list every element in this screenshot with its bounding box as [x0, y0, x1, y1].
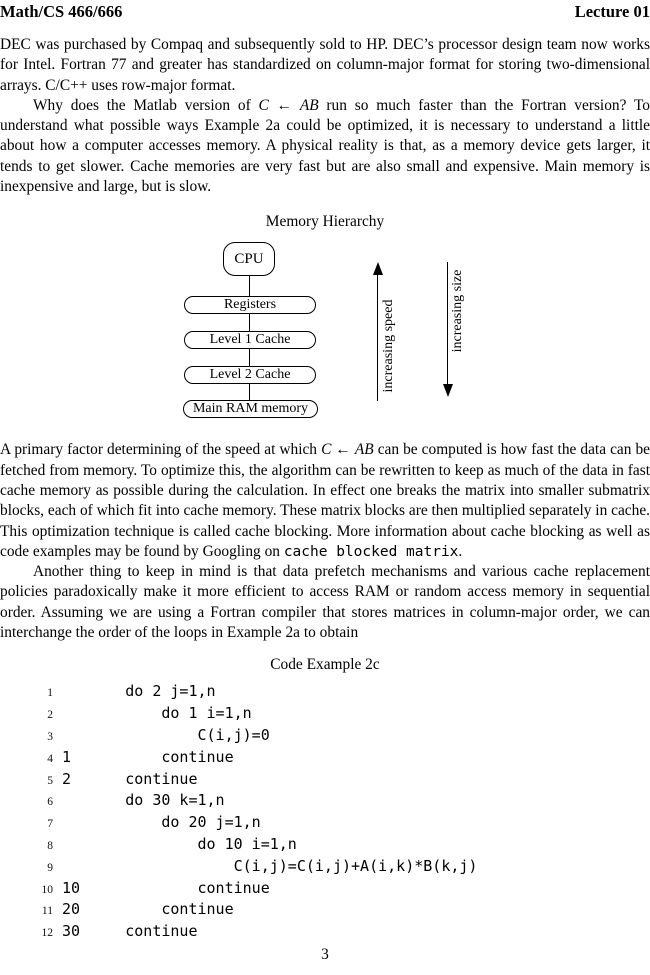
- code-line-number: 8: [47, 839, 53, 852]
- body-text: Another thing to keep in mind is that data prefetch mechanisms and various cache replacement policies paradoxically make it more efficient to access RAM or random access memory in sequential order. Assuming we are using a Fortran compiler that stores matrices in column-major order, we can interchange the order of the loops in Example 2a to obtain: [0, 563, 650, 642]
- code-line-number: 9: [47, 861, 53, 874]
- code-line-text: C(i,j)=C(i,j)+A(i,k)*B(k,j): [53, 856, 478, 875]
- code-line: [0, 726, 650, 748]
- code-line-number: 3: [47, 730, 53, 743]
- code-line: [0, 835, 650, 857]
- memory-hierarchy-diagram: [0, 232, 650, 424]
- code-line-number: 7: [47, 818, 53, 831]
- paragraph: [0, 96, 650, 197]
- code-example-title: Code Example 2c: [270, 656, 380, 674]
- code-line: [0, 879, 650, 901]
- code-line-text: do 2 j=1,n: [53, 682, 216, 701]
- code-line-number: 10: [41, 883, 53, 896]
- body-paragraphs: [0, 440, 650, 643]
- paragraph: [0, 440, 650, 562]
- body-text: .: [458, 542, 463, 560]
- paragraph: [0, 562, 650, 643]
- memory-box-main-ram-memory: Main RAM memory: [183, 400, 318, 418]
- body-text: ←: [331, 441, 355, 459]
- body-text: A primary factor determining of the speed at which: [0, 441, 322, 459]
- code-line-number: 12: [41, 927, 53, 940]
- math-text: C: [258, 96, 269, 114]
- memory-box-level-1-cache: Level 1 Cache: [184, 331, 316, 349]
- page-number: 3: [321, 946, 329, 963]
- code-line-text: do 10 i=1,n: [53, 834, 297, 853]
- code-line-text: do 30 k=1,n: [53, 791, 225, 810]
- math-text: C: [321, 441, 332, 459]
- code-line: [0, 857, 650, 879]
- memory-box-cpu: CPU: [223, 242, 275, 276]
- code-line-number: 4: [47, 752, 53, 765]
- body-text: ←: [268, 96, 300, 114]
- math-text: AB: [299, 96, 319, 114]
- code-line: [0, 813, 650, 835]
- body-text: DEC was purchased by Compaq and subsequently sold to HP. DEC’s processor design team now works for Intel. Fortran 77 and greater has standardized on column-major format for storing two-dimensional arrays. C/C++ uses row-major format.: [0, 36, 650, 94]
- increasing-speed-label: increasing speed: [381, 299, 396, 393]
- code-line-text: 2 continue: [53, 769, 198, 788]
- course-title: Math/CS 466/666: [0, 2, 123, 21]
- body-text: Why does the Matlab version of: [33, 96, 259, 114]
- code-line: [0, 791, 650, 813]
- code-block: [0, 682, 650, 944]
- code-line-number: 2: [47, 709, 53, 722]
- code-line: [0, 900, 650, 922]
- memory-box-registers: Registers: [184, 296, 316, 314]
- code-line-text: 30 continue: [53, 922, 198, 941]
- code-line-text: do 20 j=1,n: [53, 813, 261, 832]
- mono-text: cache blocked matrix: [283, 543, 459, 560]
- code-line-text: 20 continue: [53, 900, 234, 919]
- body-text: run so much faster than the Fortran version? To understand what possible ways Example 2a could be optimized, it is necessary to understand a little about how a computer accesses memory. A physical reality is that, as a memory device gets larger, it tends to get slower. Cache memories are very fast but are also small and expensive. Main memory is inexpensive and large, but is slow.: [0, 96, 650, 196]
- code-line-text: 10 continue: [53, 878, 270, 897]
- page-header: [0, 0, 650, 22]
- code-line: [0, 922, 650, 944]
- code-line: [0, 682, 650, 704]
- diagram-title: Memory Hierarchy: [265, 213, 385, 231]
- code-line-number: 5: [47, 774, 53, 787]
- memory-box-level-2-cache: Level 2 Cache: [184, 366, 316, 384]
- body-text: can be computed is how fast the data can be fetched from memory. To optimize this, the algorithm can be rewritten to keep as much of the data in fast cache memory as possible during the calculation. In effect one breaks the matrix into smaller submatrix blocks, each of which fit into cache memory. These matrix blocks are then multiplied separately in cache. This optimization technique is called cache blocking. More information about cache blocking as well as code examples may be found by Googling on: [0, 441, 650, 560]
- code-line-number: 11: [41, 905, 53, 918]
- increasing-speed-arrow: [377, 268, 378, 401]
- up-arrowhead-icon: [373, 262, 383, 275]
- code-line-text: 1 continue: [53, 747, 234, 766]
- code-line-number: 6: [47, 796, 53, 809]
- intro-paragraphs: [0, 35, 650, 197]
- code-line: [0, 704, 650, 726]
- code-line: [0, 770, 650, 792]
- code-line-text: C(i,j)=0: [53, 725, 270, 744]
- code-line-text: do 1 i=1,n: [53, 704, 252, 723]
- increasing-size-arrow: [447, 262, 448, 386]
- math-text: AB: [354, 441, 374, 459]
- paragraph: [0, 35, 650, 96]
- code-line-number: 1: [47, 687, 53, 700]
- increasing-size-label: increasing size: [450, 269, 465, 353]
- lecture-number: Lecture 01: [574, 2, 650, 21]
- code-line: [0, 748, 650, 770]
- down-arrowhead-icon: [443, 384, 453, 397]
